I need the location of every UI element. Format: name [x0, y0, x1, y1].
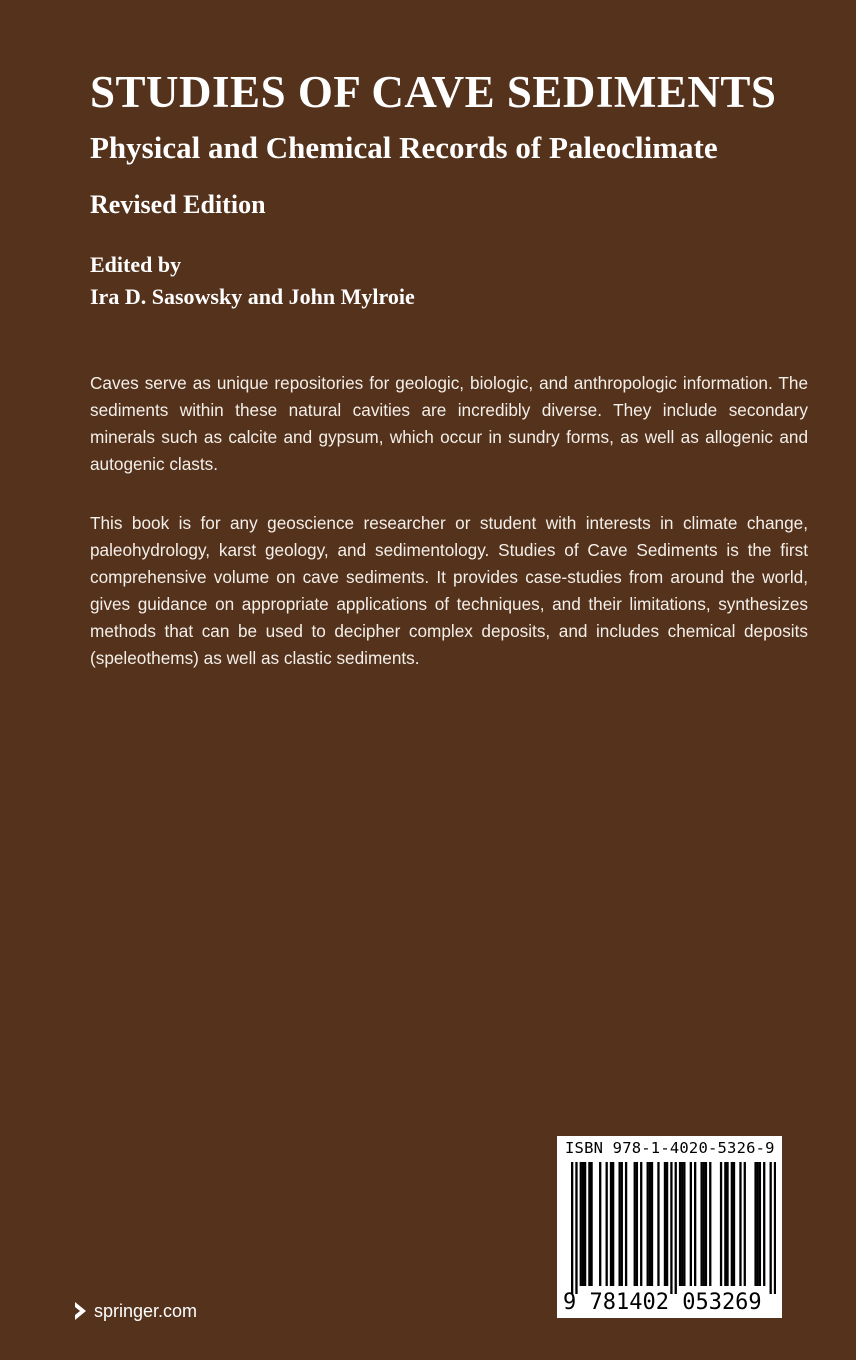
barcode-bar: [720, 1162, 722, 1286]
barcode-bar: [774, 1162, 776, 1294]
edited-by-label: Edited by: [90, 252, 182, 277]
isbn-label: ISBN 978-1-4020-5326-9: [565, 1139, 775, 1157]
barcode-bar: [618, 1162, 620, 1286]
editors-names: Ira D. Sasowsky and John Mylroie: [90, 284, 415, 309]
barcode-bar: [754, 1162, 756, 1286]
barcode-bar: [612, 1162, 614, 1286]
barcode-bar: [625, 1162, 627, 1286]
barcode-bar: [606, 1162, 608, 1286]
barcode-bar: [700, 1162, 702, 1286]
barcode-bar: [580, 1162, 582, 1286]
barcode-bar: [634, 1162, 636, 1286]
barcode-bar: [657, 1162, 659, 1286]
barcode-bar: [649, 1162, 651, 1286]
publisher-url: springer.com: [94, 1300, 198, 1321]
edition-label: Revised Edition: [90, 190, 266, 219]
barcode-bar: [670, 1162, 672, 1294]
isbn-barcode: [557, 1136, 782, 1318]
barcode-bar: [599, 1162, 601, 1286]
barcode-bar: [731, 1162, 733, 1286]
barcode-bar: [575, 1162, 577, 1294]
barcode-bar: [726, 1162, 728, 1286]
barcode-bar: [733, 1162, 735, 1286]
barcode-bar: [588, 1162, 590, 1286]
barcode-bar: [610, 1162, 612, 1286]
barcode-bar: [571, 1162, 573, 1294]
description-paragraph-2: This book is for any geoscience researcher or student with interests in climate change, paleohydrology, karst geology, and sedimentology. Studies of Cave Sediments is the first comprehensive volume on cave sediments. It provides case-studies from around the world, gives guidance on appropriate applications of techniques, and their limitations, synthesizes methods that can be used to decipher complex deposits, and includes chemical deposits (speleothems) as well as clastic sediments.: [90, 513, 808, 668]
barcode-bar: [675, 1162, 677, 1294]
barcode-bar: [584, 1162, 586, 1286]
chevron-right-icon: [72, 1300, 90, 1322]
barcode-bar: [679, 1162, 681, 1286]
barcode-bar: [683, 1162, 685, 1286]
barcode-bar: [690, 1162, 692, 1286]
barcode-bar: [705, 1162, 707, 1286]
barcode-bar: [651, 1162, 653, 1286]
barcode-bar: [739, 1162, 741, 1286]
barcode-bar: [763, 1162, 765, 1286]
barcode-bar: [709, 1162, 711, 1286]
barcode-bar: [703, 1162, 705, 1286]
barcode-bar: [582, 1162, 584, 1286]
publisher-link[interactable]: [72, 1300, 197, 1322]
barcode-bar: [590, 1162, 592, 1286]
description-paragraph-1: Caves serve as unique repositories for geologic, biologic, and anthropologic information. The sediments within these natural cavities are incredibly diverse. They include secondary minerals such as calcite and gypsum, which occur in sundry forms, as well as allogenic and autogenic clasts.: [90, 373, 808, 474]
barcode-bar: [636, 1162, 638, 1286]
barcode-bar: [694, 1162, 696, 1286]
barcode-bar: [724, 1162, 726, 1286]
barcode-bar: [770, 1162, 772, 1294]
barcode-bar: [621, 1162, 623, 1286]
ean-digits: 9 781402 053269: [563, 1290, 762, 1315]
barcode-bar: [666, 1162, 668, 1286]
barcode-bar: [744, 1162, 746, 1286]
barcode-bar: [759, 1162, 761, 1286]
book-title: STUDIES OF CAVE SEDIMENTS: [90, 67, 777, 117]
barcode-bar: [757, 1162, 759, 1286]
barcode-bars: [571, 1162, 776, 1294]
barcode-bar: [664, 1162, 666, 1286]
book-subtitle: Physical and Chemical Records of Paleoclimate: [90, 130, 718, 165]
barcode-bar: [681, 1162, 683, 1286]
barcode-bar: [640, 1162, 642, 1286]
barcode-bar: [647, 1162, 649, 1286]
